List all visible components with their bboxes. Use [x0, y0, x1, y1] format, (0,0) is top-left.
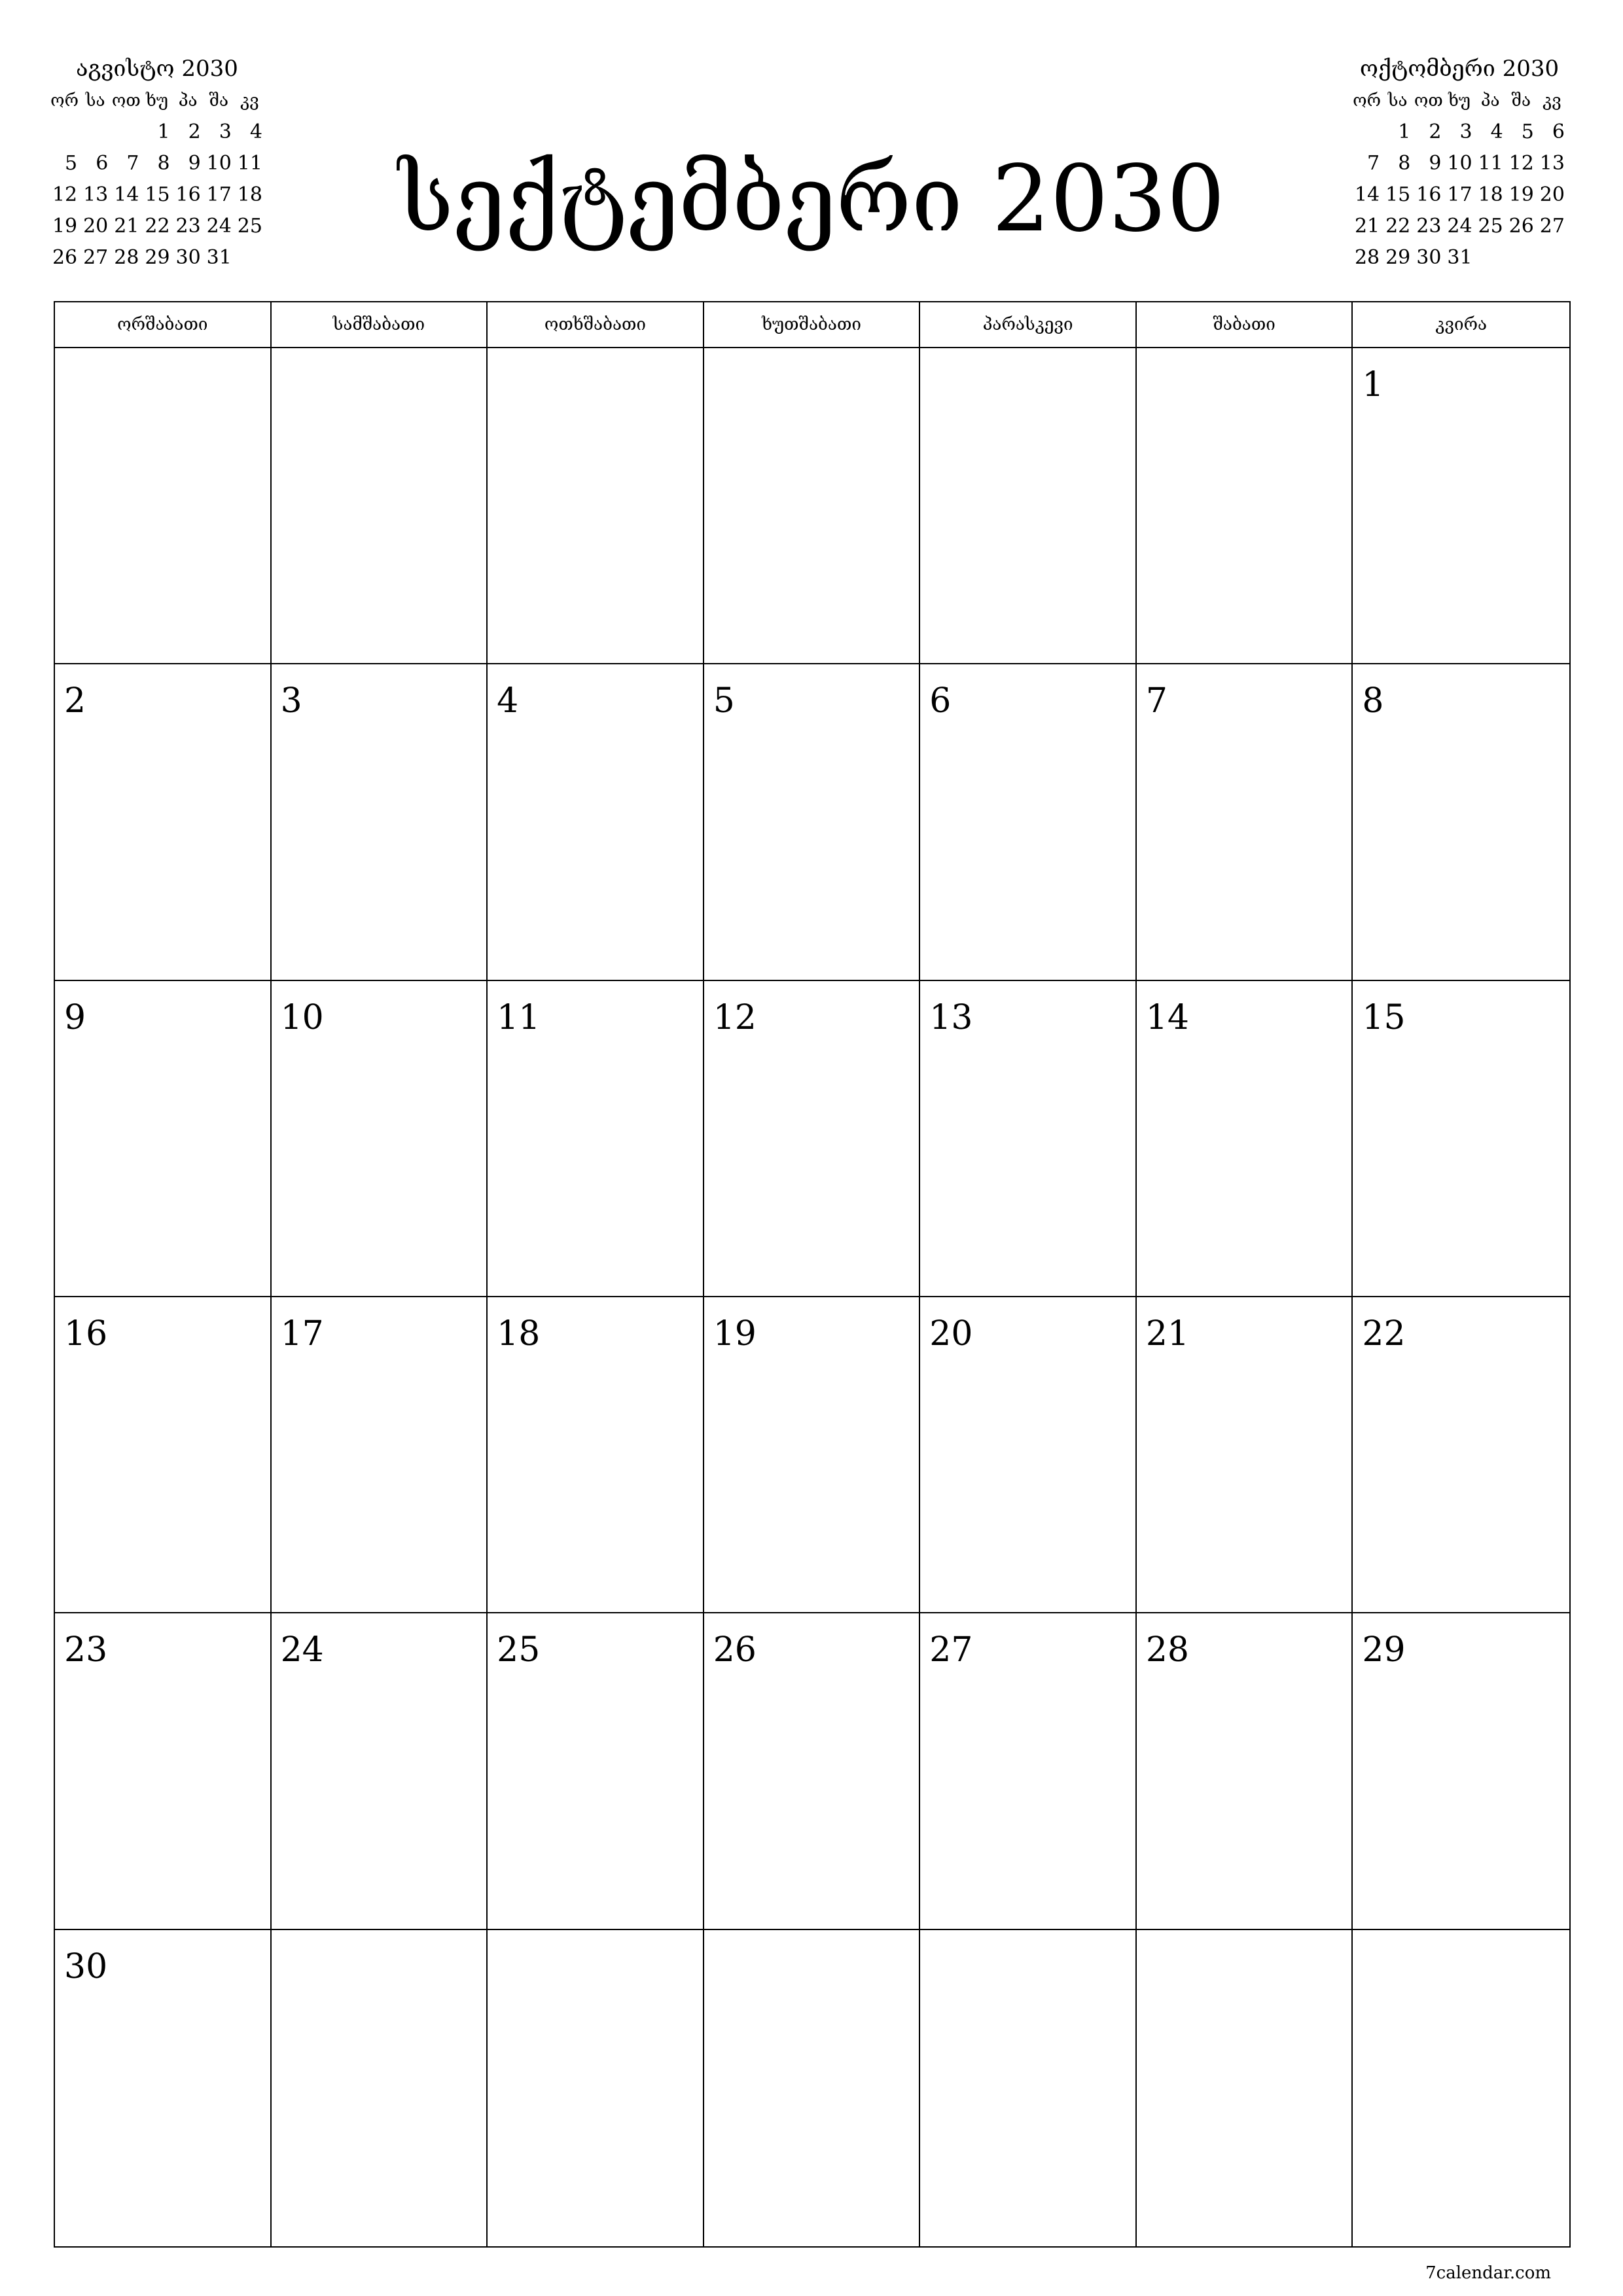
mini-weekday-label: ოთ [1414, 91, 1443, 111]
mini-day: 21 [1354, 215, 1380, 238]
day-cell[interactable] [1137, 348, 1353, 664]
day-cell[interactable] [704, 1613, 921, 1929]
mini-day: 23 [1416, 215, 1442, 238]
mini-weekday-label: პა [178, 91, 198, 111]
mini-day: 30 [175, 246, 201, 269]
mini-weekday-label: სა [85, 91, 105, 111]
day-cell[interactable] [1137, 664, 1353, 980]
mini-day: 31 [1447, 246, 1472, 269]
day-cell[interactable] [920, 348, 1137, 664]
mini-weekday-label: ორ [50, 91, 79, 111]
day-cell[interactable] [55, 981, 272, 1297]
mini-day [80, 117, 111, 148]
mini-day: 3 [1459, 120, 1472, 143]
day-cell[interactable] [704, 981, 921, 1297]
mini-day: 1 [1398, 120, 1411, 143]
mini-weekday-label: ორ [1353, 91, 1381, 111]
mini-day: 14 [1354, 183, 1380, 206]
day-cell[interactable] [920, 1297, 1137, 1613]
day-cell[interactable] [488, 1613, 704, 1929]
day-cell[interactable] [1353, 348, 1569, 664]
day-number: 25 [497, 1630, 541, 1670]
day-cell[interactable] [1353, 1930, 1569, 2246]
mini-day: 18 [237, 183, 262, 206]
day-cell[interactable] [488, 1297, 704, 1613]
mini-day: 6 [96, 152, 109, 175]
mini-day: 31 [206, 246, 232, 269]
mini-day: 30 [1416, 246, 1442, 269]
mini-day: 20 [83, 215, 109, 238]
mini-day: 24 [206, 215, 232, 238]
day-cell[interactable] [1353, 1297, 1569, 1613]
day-cell[interactable] [272, 1613, 488, 1929]
day-number: 11 [497, 997, 541, 1037]
day-number: 23 [64, 1630, 108, 1670]
day-number: 19 [713, 1314, 757, 1354]
mini-day: 23 [175, 215, 201, 238]
weekday-header: ორშაბათი [55, 302, 272, 348]
day-number: 15 [1362, 997, 1406, 1037]
day-cell[interactable] [488, 664, 704, 980]
mini-day: 28 [114, 246, 139, 269]
day-number: 6 [929, 681, 952, 721]
mini-weekday-label: შა [1511, 91, 1531, 111]
mini-day: 7 [126, 152, 139, 175]
day-cell[interactable] [272, 981, 488, 1297]
mini-day: 5 [1521, 120, 1534, 143]
day-cell[interactable] [920, 1930, 1137, 2246]
mini-day: 25 [237, 215, 262, 238]
mini-calendar-next [1351, 52, 1567, 274]
mini-day: 12 [1508, 152, 1534, 175]
day-number: 22 [1362, 1314, 1406, 1354]
weekday-header: კვირა [1353, 302, 1569, 348]
day-cell[interactable] [1137, 1613, 1353, 1929]
mini-day: 3 [219, 120, 232, 143]
mini-day: 4 [1490, 120, 1503, 143]
mini-day: 15 [1385, 183, 1411, 206]
mini-day [1537, 242, 1567, 274]
mini-day: 8 [1398, 152, 1411, 175]
day-cell[interactable] [704, 1930, 921, 2246]
mini-day: 26 [1508, 215, 1534, 238]
day-number: 28 [1145, 1630, 1190, 1670]
mini-day: 19 [1508, 183, 1534, 206]
day-cell[interactable] [55, 664, 272, 980]
day-number: 14 [1145, 997, 1190, 1037]
mini-day: 29 [1385, 246, 1411, 269]
day-cell[interactable] [55, 1297, 272, 1613]
day-cell[interactable] [1137, 1930, 1353, 2246]
mini-day: 27 [83, 246, 109, 269]
day-number: 26 [713, 1630, 757, 1670]
weekday-header: პარასკევი [920, 302, 1137, 348]
mini-day: 14 [114, 183, 139, 206]
mini-day [1475, 242, 1506, 274]
mini-day: 20 [1539, 183, 1565, 206]
day-number: 30 [64, 1946, 108, 1986]
mini-day: 9 [188, 152, 201, 175]
mini-day [49, 117, 80, 148]
mini-day: 5 [65, 152, 78, 175]
mini-day: 28 [1354, 246, 1380, 269]
mini-day: 10 [206, 152, 232, 175]
mini-day: 13 [1539, 152, 1565, 175]
weekday-header: შაბათი [1137, 302, 1353, 348]
mini-day [1351, 117, 1382, 148]
mini-day: 8 [157, 152, 170, 175]
mini-weekday-label: კვ [240, 91, 259, 111]
day-cell[interactable] [704, 1297, 921, 1613]
day-cell[interactable] [272, 1930, 488, 2246]
mini-weekday-label: ხუ [1448, 91, 1471, 111]
day-number: 10 [280, 997, 324, 1037]
day-cell[interactable] [1353, 664, 1569, 980]
mini-day: 15 [145, 183, 170, 206]
weekday-header: ხუთშაბათი [704, 302, 921, 348]
mini-day: 10 [1447, 152, 1472, 175]
month-grid [54, 301, 1571, 2248]
mini-weekday-label: პა [1480, 91, 1500, 111]
mini-day: 29 [145, 246, 170, 269]
mini-weekday-label: ოთ [111, 91, 141, 111]
day-cell[interactable] [1353, 981, 1569, 1297]
mini-day: 18 [1478, 183, 1503, 206]
mini-day: 12 [52, 183, 78, 206]
weekday-header: სამშაბათი [272, 302, 488, 348]
day-cell[interactable] [272, 664, 488, 980]
mini-day [234, 242, 265, 274]
day-number: 3 [280, 681, 302, 721]
day-cell[interactable] [1353, 1613, 1569, 1929]
mini-weekday-label: შა [209, 91, 229, 111]
mini-day: 17 [1447, 183, 1472, 206]
day-number: 24 [280, 1630, 324, 1670]
mini-day: 22 [1385, 215, 1411, 238]
day-number: 12 [713, 997, 757, 1037]
mini-day: 1 [157, 120, 170, 143]
day-cell[interactable] [920, 981, 1137, 1297]
day-cell[interactable] [55, 1930, 272, 2246]
day-number: 1 [1362, 365, 1384, 404]
weekday-header: ოთხშაბათი [488, 302, 704, 348]
mini-day: 16 [175, 183, 201, 206]
mini-calendar-title: ოქტომბერი 2030 [1359, 56, 1560, 82]
mini-weekday-label: ხუ [145, 91, 169, 111]
day-number: 5 [713, 681, 735, 721]
mini-day: 6 [1552, 120, 1565, 143]
day-cell[interactable] [1137, 1297, 1353, 1613]
mini-day: 27 [1539, 215, 1565, 238]
day-number: 20 [929, 1314, 973, 1354]
mini-day: 17 [206, 183, 232, 206]
day-number: 21 [1145, 1314, 1190, 1354]
day-number: 9 [64, 997, 86, 1037]
day-cell[interactable] [55, 348, 272, 664]
page-title: სექტემბერი 2030 [398, 146, 1225, 253]
day-number: 4 [497, 681, 519, 721]
mini-calendar-grid [49, 85, 265, 274]
mini-day: 11 [237, 152, 262, 175]
day-number: 13 [929, 997, 973, 1037]
mini-day: 4 [249, 120, 262, 143]
day-number: 17 [280, 1314, 324, 1354]
mini-day: 19 [52, 215, 78, 238]
day-number: 18 [497, 1314, 541, 1354]
mini-day [1506, 242, 1537, 274]
mini-day: 16 [1416, 183, 1442, 206]
day-number: 16 [64, 1314, 108, 1354]
day-cell[interactable] [704, 348, 921, 664]
day-cell[interactable] [920, 664, 1137, 980]
mini-day: 24 [1447, 215, 1472, 238]
day-cell[interactable] [55, 1613, 272, 1929]
mini-weekday-label: სა [1387, 91, 1408, 111]
mini-day: 9 [1429, 152, 1442, 175]
day-number: 7 [1145, 681, 1168, 721]
mini-day: 7 [1367, 152, 1380, 175]
mini-day: 13 [83, 183, 109, 206]
day-cell[interactable] [1137, 981, 1353, 1297]
day-number: 8 [1362, 681, 1384, 721]
day-cell[interactable] [272, 1297, 488, 1613]
day-cell[interactable] [704, 664, 921, 980]
day-cell[interactable] [488, 1930, 704, 2246]
footer-site: 7calendar.com [1425, 2263, 1551, 2283]
mini-calendar-prev [49, 52, 265, 274]
day-number: 29 [1362, 1630, 1406, 1670]
mini-day: 25 [1478, 215, 1503, 238]
mini-day [111, 117, 141, 148]
day-number: 2 [64, 681, 86, 721]
mini-day: 21 [114, 215, 139, 238]
mini-calendar-title: აგვისტო 2030 [76, 56, 238, 82]
day-cell[interactable] [272, 348, 488, 664]
mini-day: 11 [1478, 152, 1503, 175]
day-cell[interactable] [920, 1613, 1137, 1929]
mini-day: 26 [52, 246, 78, 269]
mini-day: 22 [145, 215, 170, 238]
mini-weekday-label: კვ [1543, 91, 1561, 111]
mini-day: 2 [188, 120, 201, 143]
day-cell[interactable] [488, 981, 704, 1297]
day-cell[interactable] [488, 348, 704, 664]
mini-day: 2 [1429, 120, 1442, 143]
mini-calendar-grid [1351, 85, 1567, 274]
day-number: 27 [929, 1630, 973, 1670]
